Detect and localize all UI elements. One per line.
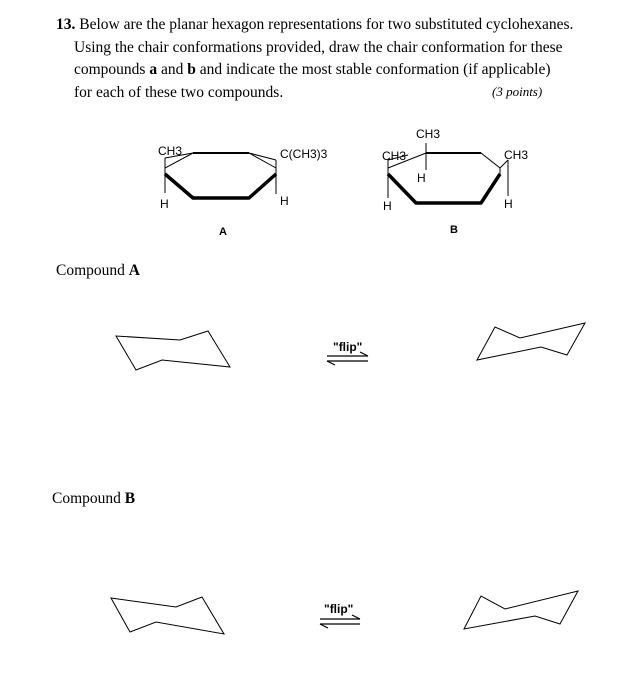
compound-a-chair-left	[116, 331, 230, 370]
a-left-top-substituent: CH3	[158, 144, 183, 158]
b-left-top-substituent: CH3	[382, 149, 407, 163]
compound-b-equilibrium-arrows	[320, 615, 360, 628]
question-line-3: compounds a and b and indicate the most stable conformation (if applicable)	[74, 61, 551, 78]
b-left-bottom-substituent: H	[383, 199, 392, 213]
b-right-bottom-substituent: H	[504, 197, 513, 211]
compound-b-heading: Compound B	[52, 490, 136, 507]
compound-a-flip-label: "flip"	[333, 340, 363, 354]
a-right-bottom-substituent: H	[280, 194, 289, 208]
compound-b-chair-left	[111, 597, 224, 634]
b-top-substituent: CH3	[416, 127, 441, 141]
b-right-top-substituent: CH3	[504, 148, 529, 162]
compound-a-heading: Compound A	[56, 262, 140, 279]
b-inner-h-substituent: H	[417, 171, 426, 185]
question-line-2: Using the chair conformations provided, draw the chair conformation for these	[74, 38, 563, 56]
compound-a-chair-right	[477, 323, 585, 360]
compound-b-flip-label: "flip"	[324, 602, 354, 616]
hexagon-a	[165, 153, 276, 198]
points-label: (3 points)	[492, 84, 543, 99]
structure-b-label: B	[450, 224, 458, 236]
question-line-1: 13. Below are the planar hexagon representations for two substituted cyclohexanes.	[56, 16, 574, 33]
structure-a-label: A	[219, 226, 227, 238]
a-left-bottom-substituent: H	[160, 197, 169, 211]
question-line-4: for each of these two compounds.	[74, 83, 284, 101]
question-number: 13.	[56, 16, 76, 33]
a-right-top-substituent: C(CH3)3	[280, 147, 328, 161]
compound-b-chair-right	[464, 591, 578, 629]
